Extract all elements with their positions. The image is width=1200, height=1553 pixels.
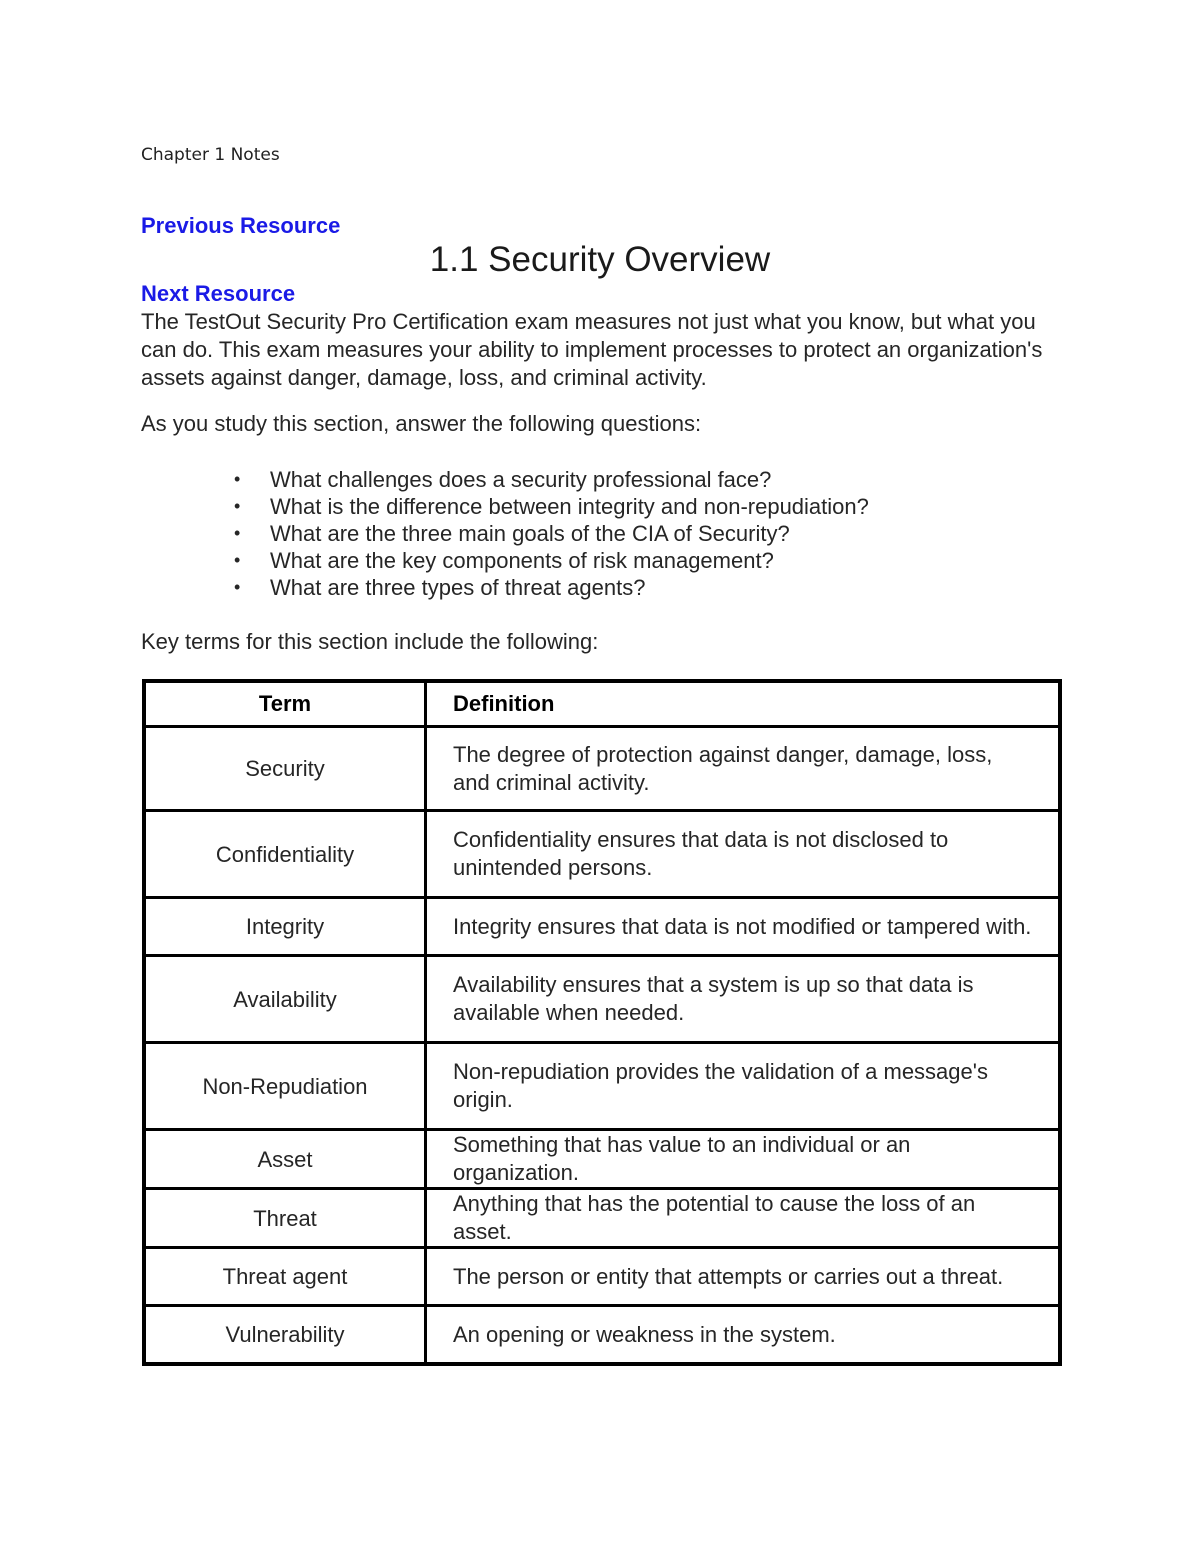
table-row [144, 898, 1060, 956]
question-text: What is the difference between integrity and non-repudiation? [270, 494, 869, 519]
table-row [144, 1043, 1060, 1130]
definition-cell: An opening or weakness in the system. [426, 1306, 1061, 1365]
list-item [141, 574, 869, 601]
term-cell: Vulnerability [144, 1306, 426, 1365]
list-item [141, 520, 869, 547]
next-resource-link[interactable]: Next Resource [141, 281, 296, 306]
questions-list [141, 466, 869, 601]
table-row [144, 1130, 1060, 1189]
question-text: What are three types of threat agents? [270, 575, 646, 600]
page-title: 1.1 Security Overview [429, 240, 771, 279]
list-item [141, 547, 869, 574]
definition-cell: Anything that has the potential to cause the loss of an asset. [426, 1189, 1061, 1248]
term-cell: Confidentiality [144, 811, 426, 898]
term-cell: Asset [144, 1130, 426, 1189]
table-row [144, 1248, 1060, 1306]
term-cell: Availability [144, 956, 426, 1043]
definition-cell: Integrity ensures that data is not modified or tampered with. [426, 898, 1061, 956]
list-item [141, 493, 869, 520]
bullet-icon: • [234, 523, 241, 543]
list-item [141, 466, 869, 493]
header-definition: Definition [426, 681, 1061, 727]
header-term: Term [144, 681, 426, 727]
definition-cell: Confidentiality ensures that data is not disclosed to unintended persons. [426, 811, 1061, 898]
study-prompt: As you study this section, answer the following questions: [141, 411, 702, 436]
key-terms-table [142, 679, 1062, 1366]
previous-resource-link[interactable]: Previous Resource [141, 213, 341, 238]
table-row [144, 727, 1060, 811]
term-cell: Integrity [144, 898, 426, 956]
question-text: What are the key components of risk management? [270, 548, 774, 573]
chapter-label: Chapter 1 Notes [141, 145, 280, 165]
table-row [144, 956, 1060, 1043]
term-cell: Security [144, 727, 426, 811]
definition-cell: The person or entity that attempts or carries out a threat. [426, 1248, 1061, 1306]
intro-paragraph: The TestOut Security Pro Certification exam measures not just what you know, but what you can do. This exam measures your ability to implement processes to protect an organization's assets against danger, damage, loss, and criminal activity. [141, 309, 1043, 390]
table-row [144, 1306, 1060, 1365]
definition-cell: Availability ensures that a system is up so that data is available when needed. [426, 956, 1061, 1043]
bullet-icon: • [234, 496, 241, 516]
term-cell: Non-Repudiation [144, 1043, 426, 1130]
table-header-row [144, 681, 1060, 727]
table-row [144, 1189, 1060, 1248]
key-terms-intro: Key terms for this section include the following: [141, 629, 599, 654]
question-text: What challenges does a security professional face? [270, 467, 772, 492]
definition-cell: Something that has value to an individual or an organization. [426, 1130, 1061, 1189]
table-row [144, 811, 1060, 898]
bullet-icon: • [234, 469, 241, 489]
bullet-icon: • [234, 550, 241, 570]
bullet-icon: • [234, 577, 241, 597]
definition-cell: The degree of protection against danger, damage, loss, and criminal activity. [426, 727, 1061, 811]
term-cell: Threat [144, 1189, 426, 1248]
definition-cell: Non-repudiation provides the validation of a message's origin. [426, 1043, 1061, 1130]
question-text: What are the three main goals of the CIA of Security? [270, 521, 790, 546]
term-cell: Threat agent [144, 1248, 426, 1306]
